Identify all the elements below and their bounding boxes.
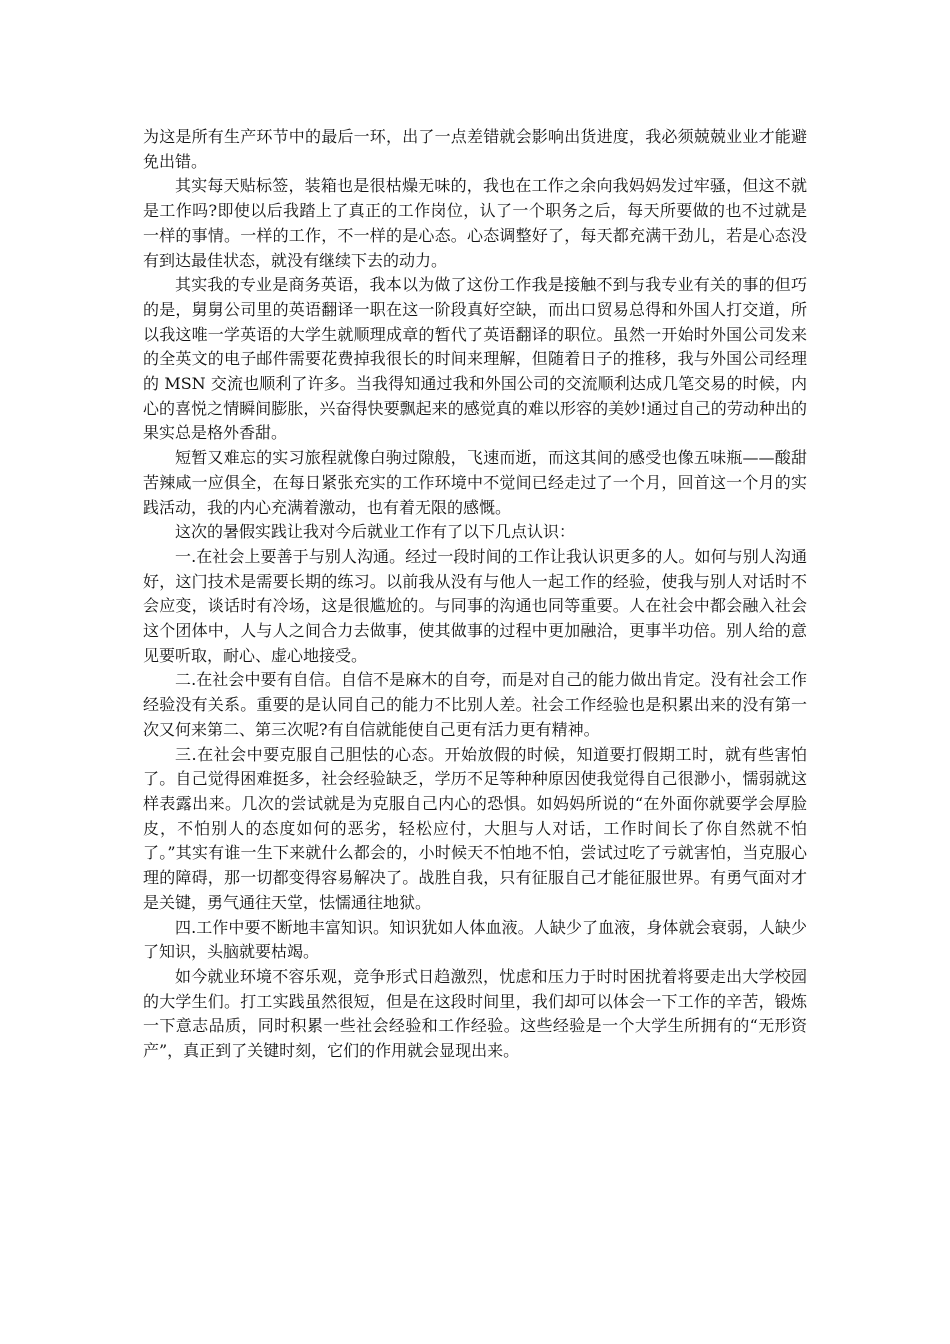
paragraph-3: 其实我的专业是商务英语，我本以为做了这份工作我是接触不到与我专业有关的事的但巧的是，舅舅公司里的英语翻译一职在这一阶段真好空缺，而出口贸易总得和外国人打交道，所以我这唯一学英语的大学生就顺理成章的暂代了英语翻译的职位。虽然一开始时外国公司发来的全英文的电子邮件需要花费掉我很长的时间来理解，但随着日子的推移，我与外国公司经理的 MSN 交流也顺利了许多。当我得知通过我和外国公司的交流顺利达成几笔交易的时候，内心的喜悦之情瞬间膨胀，兴奋得快要飘起来的感觉真的难以形容的美妙!通过自己的劳动种出的果实总是格外香甜。 xyxy=(143,275,807,443)
paragraph-10: 如今就业环境不容乐观，竞争形式日趋激烈，忧虑和压力于时时困扰着将要走出大学校园的大学生们。打工实践虽然很短，但是在这段时间里，我们却可以体会一下工作的辛苦，锻炼一下意志品质，同时积累一些社会经验和工作经验。这些经验是一个大学生所拥有的“无形资产”，真正到了关键时刻，它们的作用就会显现出来。 xyxy=(143,966,807,1061)
paragraph-4: 短暂又难忘的实习旅程就像白驹过隙般，飞速而逝，而这其间的感受也像五味瓶——酸甜苦辣咸一应俱全，在每日紧张充实的工作环境中不觉间已经走过了一个月，回首这一个月的实践活动，我的内心充满着激动，也有着无限的感慨。 xyxy=(143,448,807,517)
paragraph-9: 四.工作中要不断地丰富知识。知识犹如人体血液。人缺少了血液，身体就会衰弱，人缺少了知识，头脑就要枯竭。 xyxy=(143,917,807,962)
paragraph-1: 为这是所有生产环节中的最后一环，出了一点差错就会影响出货进度，我必须兢兢业业才能避免出错。 xyxy=(143,127,807,171)
paragraph-8: 三.在社会中要克服自己胆怯的心态。开始放假的时候，知道要打假期工时，就有些害怕了。自己觉得困难挺多，社会经验缺乏，学历不足等种种原因使我觉得自己很渺小，懦弱就这样表露出来。几次的尝试就是为克服自己内心的恐惧。如妈妈所说的“在外面你就要学会厚脸皮，不怕别人的态度如何的恶劣，轻松应付，大胆与人对话，工作时间长了你自然就不怕了。”其实有谁一生下来就什么都会的，小时候天不怕地不怕，尝试过吃了亏就害怕，当克服心理的障碍，那一切都变得容易解决了。战胜自我，只有征服自己才能征服世界。有勇气面对才是关键，勇气通往天堂，怯懦通往地狱。 xyxy=(143,744,807,912)
paragraph-2: 其实每天贴标签，装箱也是很枯燥无味的，我也在工作之余向我妈妈发过牢骚，但这不就是工作吗?即使以后我踏上了真正的工作岗位，认了一个职务之后，每天所要做的也不过就是一样的事情。一样的工作，不一样的是心态。心态调整好了，每天都充满干劲儿，若是心态没有到达最佳状态，就没有继续下去的动力。 xyxy=(143,176,807,270)
document-body xyxy=(143,125,807,1064)
paragraph-6: 一.在社会上要善于与别人沟通。经过一段时间的工作让我认识更多的人。如何与别人沟通好，这门技术是需要长期的练习。以前我从没有与他人一起工作的经验，使我与别人对话时不会应变，谈话时有冷场，这是很尴尬的。与同事的沟通也同等重要。人在社会中都会融入社会这个团体中，人与人之间合力去做事，使其做事的过程中更加融洽，更事半功倍。别人给的意见要听取，耐心、虚心地接受。 xyxy=(143,546,807,665)
paragraph-7: 二.在社会中要有自信。自信不是麻木的自夸，而是对自己的能力做出肯定。没有社会工作经验没有关系。重要的是认同自己的能力不比别人差。社会工作经验也是积累出来的没有第一次又何来第二、第三次呢?有自信就能使自己更有活力更有精神。 xyxy=(143,670,807,739)
paragraph-5: 这次的暑假实践让我对今后就业工作有了以下几点认识： xyxy=(175,522,576,542)
